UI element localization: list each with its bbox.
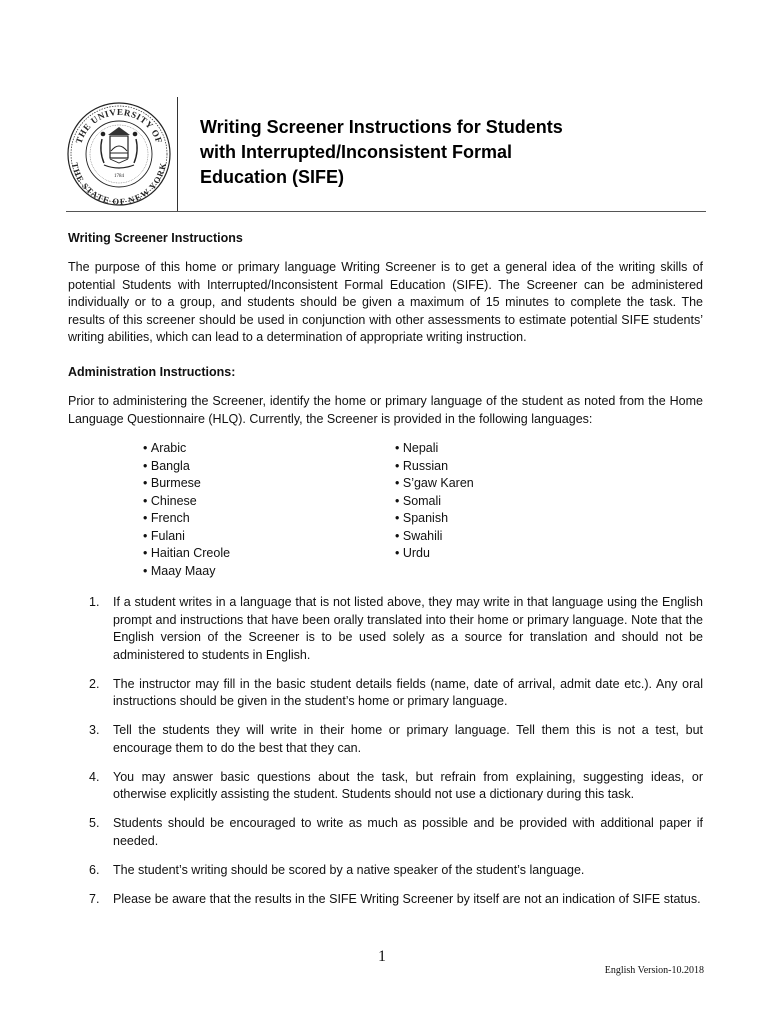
step-number: 2. [89, 676, 100, 691]
language-item: • Burmese [143, 475, 230, 493]
page-number: 1 [378, 948, 386, 965]
step-item [68, 769, 703, 804]
section-heading-administration: Administration Instructions: [68, 365, 236, 379]
step-text: Students should be encouraged to write as much as possible and be provided with additional paper if needed. [113, 816, 703, 848]
version-label: English Version-10.2018 [604, 965, 704, 976]
language-item: • Nepali [395, 440, 474, 458]
step-number: 4. [89, 769, 100, 784]
language-item: • Haitian Creole [143, 545, 230, 563]
language-list-left [143, 440, 230, 580]
purpose-paragraph: The purpose of this home or primary language Writing Screener is to get a general idea of the writing skills of potential Students with Interrupted/Inconsistent Formal Education (SIFE). The Screener can be administered individually or to a group, and students should be given a maximum of 15 minutes to complete the task. The results of this screener should be used in conjunction with other assessments to estimate potential SIFE students’ writing abilities, which can lead to a determination of appropriate writing instruction. [68, 260, 703, 344]
language-item: • Somali [395, 493, 474, 511]
step-number: 3. [89, 723, 100, 737]
section-heading-writing-screener: Writing Screener Instructions [68, 231, 243, 245]
language-item: • French [143, 510, 230, 528]
language-item: • Chinese [143, 493, 230, 511]
header-divider-horizontal [66, 211, 706, 212]
language-list-right [395, 440, 474, 563]
step-number: 6. [89, 862, 100, 877]
language-item: • Urdu [395, 545, 474, 563]
language-item: • S’gaw Karen [395, 475, 474, 493]
step-item [68, 815, 703, 850]
step-number: 7. [89, 891, 100, 906]
step-text: You may answer basic questions about the task, but refrain from explaining, suggesting ideas, or otherwise explicitly assisting the student. Students should not use a dictionary during this task. [113, 769, 703, 801]
language-item: • Arabic [143, 440, 230, 458]
title-line-2: with Interrupted/Inconsistent Formal [200, 142, 513, 162]
step-text: The student’s writing should be scored by a native speaker of the student’s language. [113, 862, 585, 877]
language-item: • Fulani [143, 528, 230, 546]
step-item [68, 594, 703, 664]
step-text: Please be aware that the results in the SIFE Writing Screener by itself are not an indication of SIFE status. [113, 891, 701, 906]
seal-top-text: THE UNIVERSITY OF [73, 106, 165, 145]
language-item: • Swahili [395, 528, 474, 546]
step-text: The instructor may fill in the basic student details fields (name, date of arrival, admit date etc.). Any oral instructions should be given in the student’s home or primary language. [113, 676, 703, 708]
svg-text:THE UNIVERSITY OF [74, 107, 165, 145]
language-item: • Maay Maay [143, 563, 230, 581]
seal-bottom-text: THE STATE OF NEW YORK [69, 161, 169, 207]
language-item: • Russian [395, 458, 474, 476]
step-number: 5. [89, 816, 100, 830]
step-text: Tell the students they will write in their home or primary language. Tell them this is not a test, but encourage them to do the best that they can. [113, 723, 703, 755]
document-header [66, 97, 706, 211]
step-item [68, 676, 703, 711]
seal-emblem [101, 127, 138, 168]
seal-year: 1784 [114, 174, 124, 179]
step-item [68, 722, 703, 757]
administration-steps-list [68, 594, 703, 920]
step-text: If a student writes in a language that is not listed above, they may write in that language using the English prompt and instructions that have been orally translated into their home or primary language. Note that the English version of the Screener is to be used solely as a source for translation and should not be administered to students in English. [113, 595, 703, 662]
title-line-3: Education (SIFE) [200, 167, 344, 187]
header-divider-vertical [177, 97, 178, 211]
step-item [68, 891, 703, 909]
title-line-1: Writing Screener Instructions for Students [200, 117, 563, 137]
document-title [200, 115, 680, 190]
languages-intro-paragraph: Prior to administering the Screener, identify the home or primary language of the student as noted from the Home Language Questionnaire (HLQ). Currently, the Screener is provided in the following languages: [68, 394, 703, 426]
language-item: • Bangla [143, 458, 230, 476]
language-item: • Spanish [395, 510, 474, 528]
step-item [68, 862, 703, 880]
step-number: 1. [89, 595, 100, 609]
nys-university-seal [66, 101, 172, 207]
